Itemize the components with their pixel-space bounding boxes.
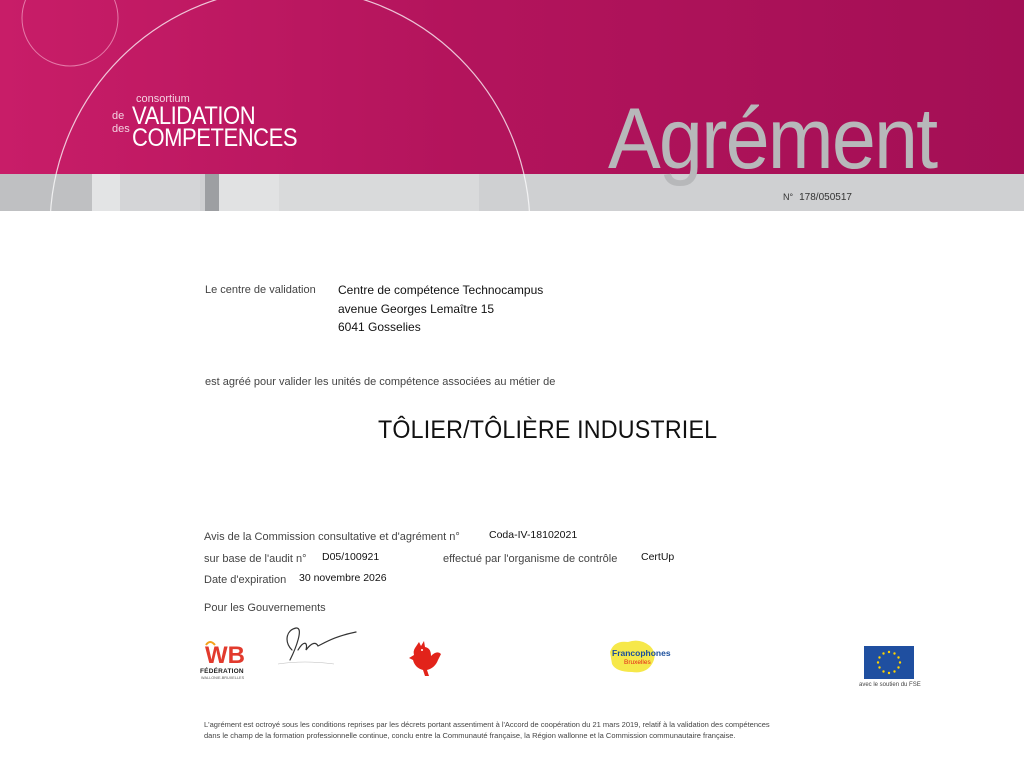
expiration-label: Date d'expiration (204, 574, 287, 586)
expiration-value: 30 novembre 2026 (299, 572, 387, 584)
organisme-value: CertUp (641, 551, 675, 563)
logo-competences: COMPETENCES (132, 124, 298, 152)
centre-name: Centre de compétence Technocampus (338, 283, 544, 297)
bruxelles-text: Bruxelles (624, 659, 651, 666)
fwb-name: FÉDÉRATION (200, 668, 244, 675)
francophones-bruxelles-logo (606, 634, 686, 676)
agrement-title: Agrément (608, 91, 937, 187)
logo-validation: VALIDATION (132, 102, 256, 130)
eu-caption: avec le soutien du FSE (859, 682, 921, 688)
centre-address-line1: avenue Georges Lemaître 15 (338, 302, 495, 316)
number-value: 178/050517 (799, 192, 852, 203)
fwb-initials-mark: WB (205, 642, 245, 669)
metier-title: TÔLIER/TÔLIÈRE INDUSTRIEL (378, 416, 718, 444)
logo-consortium: consortium (136, 93, 190, 105)
fwb-subtitle: WALLONIE-BRUXELLES (201, 676, 245, 680)
audit-label: sur base de l'audit n° (204, 553, 307, 565)
agrement-number (783, 192, 852, 203)
gouvernements-label: Pour les Gouvernements (204, 602, 326, 614)
organisme-label: effectué par l'organisme de contrôle (443, 553, 618, 565)
francophones-text: Francophones (612, 648, 671, 658)
centre-address-line2: 6041 Gosselies (338, 320, 421, 334)
signature (274, 620, 364, 668)
avis-label: Avis de la Commission consultative et d'agrément n° (204, 531, 460, 543)
logo-des: des (112, 123, 130, 135)
eu-flag-icon (864, 646, 914, 679)
footer-line-2: dans le champ de la formation professionnelle continue, conclu entre la Communauté française, la Région wallonne et la Commission communautaire française. (204, 731, 736, 740)
audit-value: D05/100921 (322, 551, 380, 563)
logo-de: de (112, 110, 125, 122)
centre-label: Le centre de validation (205, 284, 316, 296)
footer-line-1: L'agrément est octroyé sous les conditions reprises par les décrets portant assentiment à l'Accord de coopération du 21 mars 2019, relatif à la validation des compétences (204, 720, 770, 729)
number-label: N° (783, 192, 794, 202)
statement-text: est agréé pour valider les unités de compétence associées au métier de (205, 376, 556, 388)
avis-value: Coda-IV-18102021 (489, 529, 578, 541)
footer-legal-text (204, 719, 824, 741)
wallonia-rooster-logo (405, 636, 445, 678)
